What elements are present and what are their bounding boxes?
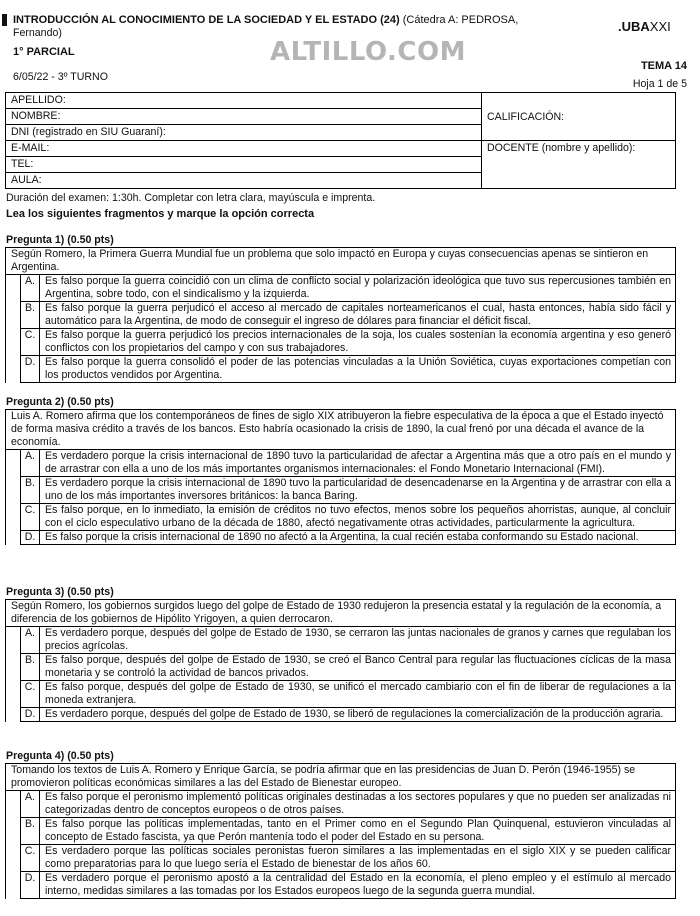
option-text[interactable]: Es falso porque, después del golpe de Estado de 1930, se creó el Banco Central para regular las fluctuaciones cíclicas de la masa monetaria y se controló la actividad de bancos privados. — [40, 654, 676, 681]
option-letter[interactable]: B. — [21, 818, 40, 845]
option-letter[interactable]: B. — [21, 302, 40, 329]
student-id-table — [5, 92, 676, 189]
option-row[interactable] — [6, 627, 676, 654]
option-row[interactable] — [6, 450, 676, 477]
nombre-field[interactable]: NOMBRE: — [6, 109, 482, 125]
aula-field[interactable]: AULA: — [6, 173, 482, 189]
watermark: ALTILLO.COM — [270, 37, 466, 67]
question-2 — [5, 396, 676, 545]
question-stem: Según Romero, la Primera Guerra Mundial fue un problema que solo impactó en Europa y cuyas consecuencias apenas se sintieron en Argentina. — [6, 248, 676, 275]
question-stem: Luis A. Romero afirma que los contemporáneos de fines de siglo XIX atribuyeron la fiebre especulativa de la época a que el Estado inyectó de forma masiva crédito a través de los bancos. Esto habría ocasionado la crisis de 1890, la cual frenó por una década el avance de la economía. — [6, 410, 676, 450]
option-row[interactable] — [6, 708, 676, 722]
option-letter[interactable]: D. — [21, 531, 40, 545]
option-text[interactable]: Es falso porque, en lo inmediato, la emisión de créditos no tuvo efectos, menos sobre los pequeños ahorristas, aunque, al concluir con el ciclo especulativo urbano de la década de 1880, afectó negativamente otras actividades, particularmente la agricultura. — [40, 504, 676, 531]
option-text[interactable]: Es falso porque la guerra perjudicó los precios internacionales de la soja, los cuales sostenían la economía argentina y eso generó conflictos con los propietarios del campo y con sus trabajadores. — [40, 329, 676, 356]
docente-field[interactable] — [482, 141, 676, 189]
option-letter[interactable]: C. — [21, 681, 40, 708]
option-row[interactable] — [6, 329, 676, 356]
option-row[interactable] — [6, 791, 676, 818]
option-letter[interactable]: A. — [21, 791, 40, 818]
question-4 — [5, 750, 676, 899]
exam-duration: Duración del examen: 1:30h. Completar con letra clara, mayúscula e imprenta. — [6, 192, 376, 204]
question-table — [5, 599, 676, 722]
option-row[interactable] — [6, 845, 676, 872]
question-table — [5, 409, 676, 545]
option-text[interactable]: Es verdadero porque, después del golpe de Estado de 1930, se cerraron las juntas nacionales de granos y carnes que regulaban los precios agrícolas. — [40, 627, 676, 654]
question-stem: Según Romero, los gobiernos surgidos luego del golpe de Estado de 1930 redujeron la presencia estatal y la regulación de la economía, a diferencia de los gobiernos de Hipólito Yrigoyen, a quien derrocaron. — [6, 600, 676, 627]
calificacion-field[interactable] — [482, 93, 676, 141]
question-table — [5, 763, 676, 899]
apellido-field[interactable]: APELLIDO: — [6, 93, 482, 109]
option-letter[interactable]: C. — [21, 504, 40, 531]
option-text[interactable]: Es verdadero porque la crisis internacional de 1890 tuvo la particularidad de desencadenarse en la Argentina y de arrastrar con ella a uno de los más importantes inversores británicos: la banca Baring. — [40, 477, 676, 504]
question-stem: Tomando los textos de Luis A. Romero y Enrique García, se podría afirmar que en las presidencias de Juan D. Perón (1946-1955) se promovieron políticas económicas similares a las del Estado de Bienestar europeo. — [6, 764, 676, 791]
calificacion-label: CALIFICACIÓN: — [487, 110, 565, 123]
question-1 — [5, 234, 676, 383]
option-row[interactable] — [6, 681, 676, 708]
question-title: Pregunta 1) (0.50 pts) — [6, 234, 114, 246]
tema-label: TEMA 14 — [640, 60, 687, 72]
course-title — [13, 14, 522, 27]
option-text[interactable]: Es verdadero porque las políticas sociales peronistas fueron similares a las implementadas en el siglo XIX y se pueden calificar como preparatorias para lo que luego sería el Estado de bienestar de los años 60. — [40, 845, 676, 872]
option-letter[interactable]: D. — [21, 872, 40, 899]
catedra-line2: Fernando) — [13, 27, 62, 39]
option-text[interactable]: Es falso porque, después del golpe de Estado de 1930, se unificó el mercado cambiario con el fin de liberar de regulaciones a la moneda extranjera. — [40, 681, 676, 708]
option-letter[interactable]: C. — [21, 845, 40, 872]
option-letter[interactable]: A. — [21, 275, 40, 302]
option-text[interactable]: Es falso porque la guerra perjudicó el acceso al mercado de capitales norteamericanos el cual, hasta entonces, había sido fácil y automático para la Argentina, de modo de conseguir el ingreso de dólares para financiar el déficit fiscal. — [40, 302, 676, 329]
option-text[interactable]: Es falso porque la guerra consolidó el poder de las potencias vinculadas a la Unión Soviética, cuyas exportaciones competían con los productos vendidos por Argentina. — [40, 356, 676, 383]
uba-logo — [618, 20, 671, 33]
course-name: INTRODUCCIÓN AL CONOCIMIENTO DE LA SOCIEDAD Y EL ESTADO (24) — [13, 14, 400, 26]
question-title: Pregunta 2) (0.50 pts) — [6, 396, 114, 408]
option-letter[interactable]: B. — [21, 477, 40, 504]
page-counter: Hoja 1 de 5 — [632, 78, 687, 90]
option-letter[interactable]: A. — [21, 450, 40, 477]
option-row[interactable] — [6, 818, 676, 845]
option-letter[interactable]: D. — [21, 708, 40, 722]
option-row[interactable] — [6, 872, 676, 899]
email-field[interactable]: E-MAIL: — [6, 141, 482, 157]
option-text[interactable]: Es verdadero porque el peronismo apostó a la centralidad del Estado en la economía, el pleno empleo y el estímulo al mercado interno, medidas similares a las tomadas por los Estados europeos luego de la segunda guerra mundial. — [40, 872, 676, 899]
option-row[interactable] — [6, 504, 676, 531]
option-letter[interactable]: A. — [21, 627, 40, 654]
option-row[interactable] — [6, 356, 676, 383]
option-text[interactable]: Es falso porque el peronismo implementó políticas originales destinadas a los sectores populares y que no pueden ser analizadas ni categorizadas dentro de conceptos europeos o de otros países. — [40, 791, 676, 818]
option-text[interactable]: Es verdadero porque, después del golpe de Estado de 1930, se liberó de regulaciones la comercialización de la producción agraria. — [40, 708, 676, 722]
option-letter[interactable]: C. — [21, 329, 40, 356]
catedra-line1: (Cátedra A: PEDROSA, — [402, 14, 519, 26]
option-row[interactable] — [6, 654, 676, 681]
question-3 — [5, 586, 676, 722]
option-row[interactable] — [6, 531, 676, 545]
logo-main: .UBA — [618, 19, 650, 34]
question-title: Pregunta 4) (0.50 pts) — [6, 750, 114, 762]
docente-label: DOCENTE (nombre y apellido): — [487, 142, 636, 154]
option-text[interactable]: Es falso porque la crisis internacional de 1890 no afectó a la Argentina, la cual recién estaba conformando su Estado nacional. — [40, 531, 676, 545]
header-marker — [2, 14, 7, 26]
parcial-label: 1° PARCIAL — [13, 46, 75, 58]
question-title: Pregunta 3) (0.50 pts) — [6, 586, 114, 598]
exam-date: 6/05/22 - 3º TURNO — [13, 71, 108, 83]
logo-suffix: XXI — [649, 19, 671, 34]
dni-field[interactable]: DNI (registrado en SIU Guaraní): — [6, 125, 482, 141]
option-row[interactable] — [6, 275, 676, 302]
option-text[interactable]: Es verdadero porque la crisis internacional de 1890 tuvo la particularidad de afectar a Argentina más que a otro país en el mundo y de arrastrar con ella a uno de los más importantes organismos internacionales: el Fondo Monetario Internacional (FMI). — [40, 450, 676, 477]
option-row[interactable] — [6, 477, 676, 504]
option-row[interactable] — [6, 302, 676, 329]
question-table — [5, 247, 676, 383]
option-text[interactable]: Es falso porque la guerra coincidió con un clima de conflicto social y polarización ideológica que tuvo sus repercusiones también en Argentina, sobre todo, con el sindicalismo y la izquierda. — [40, 275, 676, 302]
option-text[interactable]: Es falso porque las políticas implementadas, tanto en el Primer como en el Segundo Plan Quinquenal, estuvieron vinculadas al concepto de Estado fascista, ya que Perón mantenía todo el poder del Estado en su persona. — [40, 818, 676, 845]
tel-field[interactable]: TEL: — [6, 157, 482, 173]
option-letter[interactable]: D. — [21, 356, 40, 383]
instructions: Lea los siguientes fragmentos y marque la opción correcta — [6, 208, 315, 220]
option-letter[interactable]: B. — [21, 654, 40, 681]
